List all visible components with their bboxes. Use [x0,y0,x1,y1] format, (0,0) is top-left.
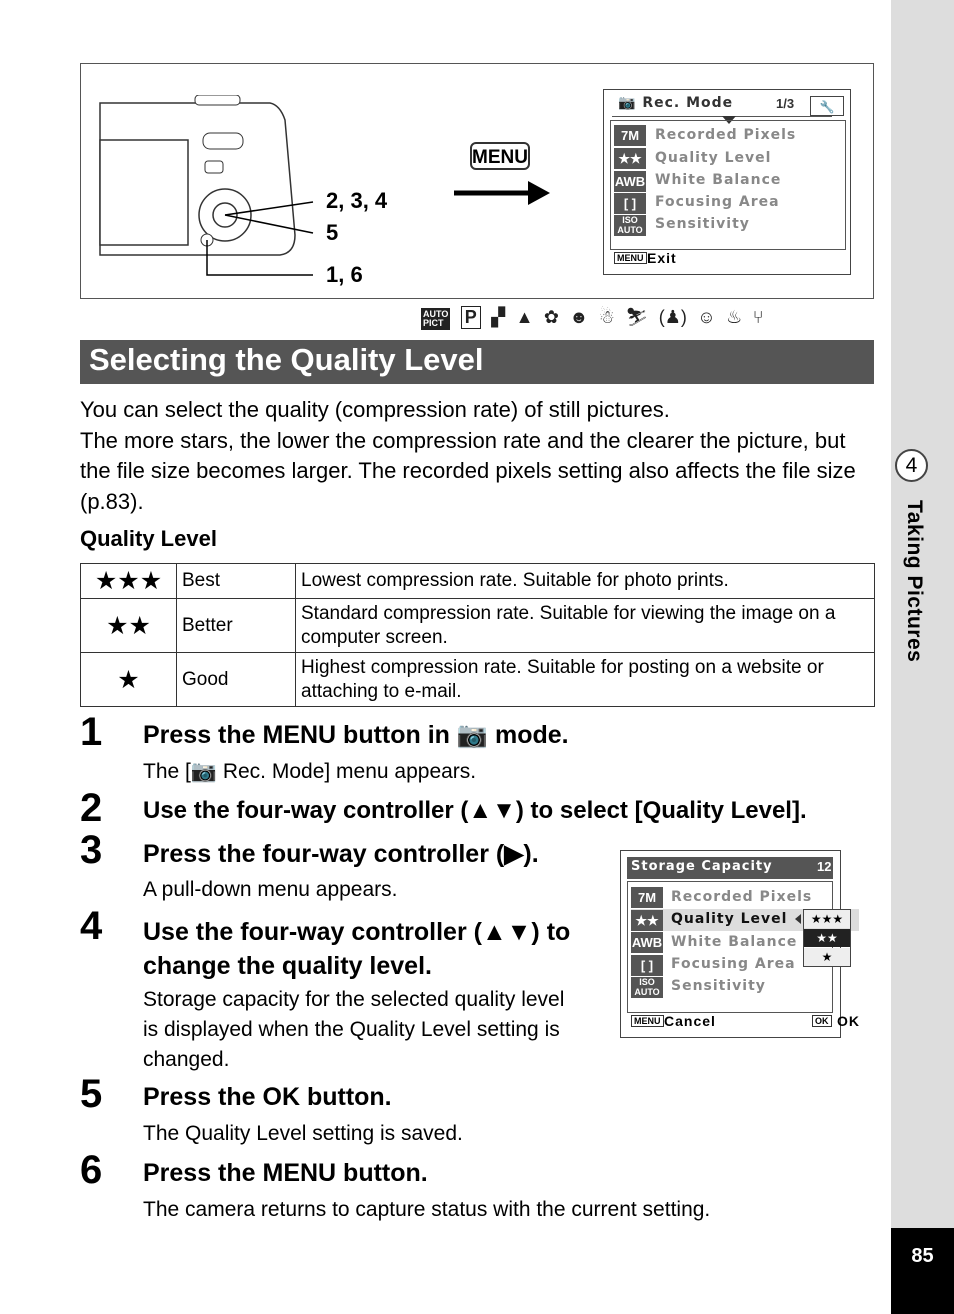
pulldown-option-best: ★★★ [804,910,850,928]
sensitivity-icon: ISO AUTO [614,215,646,236]
quality-desc-cell: Highest compression rate. Suitable for posting on a website or attaching to e-mail. [296,653,875,707]
page-indicator: 1/3 [776,96,795,111]
storage-capacity-screen [620,850,860,1038]
landscape-mode-icon: ▲ [515,307,534,327]
menu-item-sensitivity: Sensitivity [655,216,750,232]
intro-line-1: You can select the quality (compression rate) of still pictures. [80,397,670,422]
callout-16: 1, 6 [326,262,363,287]
quality-table [80,563,875,707]
sensitivity-icon: ISO AUTO [631,977,663,998]
mode-icons-row [421,306,770,332]
recorded-pixels-icon: 7M [614,125,646,146]
night-scene-mode-icon: ▞ [491,307,506,327]
menu-key-small-icon: MENU [631,1015,664,1027]
step-description: A pull-down menu appears. [143,878,398,901]
step-heading: Press the OK button. [143,1083,392,1111]
table-row [81,599,875,653]
quality-level-icon: ★★ [631,910,663,931]
pulldown-option-good: ★ [804,948,850,966]
step-number: 4 [80,904,103,948]
quality-name-cell: Good [177,653,296,707]
focusing-area-icon: [ ] [614,193,646,214]
sport-mode-icon: ⛷ [625,307,649,327]
menu-item-quality-level: Quality Level [655,150,772,166]
recorded-pixels-icon: 7M [631,887,663,908]
quality-name-cell: Best [177,564,296,599]
camera-icon: 📷 [618,95,643,111]
step-heading: Press the four-way controller (▶). [143,840,539,868]
cutlery-mode-icon: ⑂ [752,307,764,327]
menu-item-recorded-pixels: Recorded Pixels [671,889,813,905]
kids-mode-icon: (♟) [658,307,687,327]
flower-mode-icon: ✿ [543,307,559,327]
menu-item-focusing-area: Focusing Area [671,956,796,972]
step-number: 3 [80,828,103,872]
step-description: The Quality Level setting is saved. [143,1122,463,1145]
storage-capacity-title: Storage Capacity [631,859,773,874]
surf-snow-mode-icon: ☃ [598,307,615,327]
quality-level-heading: Quality Level [80,526,217,551]
rec-mode-title: Rec. Mode [642,95,734,111]
white-balance-icon: AWB [631,932,663,953]
menu-item-quality-level: Quality Level [671,911,788,927]
pulldown-option-better: ★★ [804,929,850,947]
step-number: 2 [80,786,103,830]
portrait-mode-icon: ☻ [569,307,589,327]
menu-item-white-balance: White Balance [671,934,798,950]
chapter-title: Taking Pictures [903,500,926,663]
food-mode-icon: ♨ [726,307,743,327]
auto-pict-mode-icon: AUTO PICT [423,308,449,328]
intro-line-2: The more stars, the lower the compression rate and the clearer the picture, but the file size becomes larger. The recorded pixels setting also affects the file size (p.83). [80,427,856,514]
menu-item-recorded-pixels: Recorded Pixels [655,127,797,143]
cancel-label: Cancel [664,1013,716,1029]
left-arrow-icon [795,914,801,924]
quality-level-icon: ★★ [614,148,646,169]
menu-item-sensitivity: Sensitivity [671,978,766,994]
intro-text [80,395,880,517]
program-mode-icon: P [461,306,481,329]
table-row [81,653,875,707]
quality-desc-cell: Standard compression rate. Suitable for viewing the image on a computer screen. [296,599,875,653]
callout-5: 5 [326,220,339,245]
step-number: 6 [80,1148,103,1192]
callout-234: 2, 3, 4 [326,188,388,213]
stars-cell: ★ [81,653,177,707]
step-heading: Press the MENU button in 📷 mode. [143,721,569,749]
step-heading: Press the MENU button. [143,1159,428,1187]
storage-count: 12 [817,859,832,874]
menu-key-icon: MENU [470,142,530,170]
exit-label: Exit [647,250,677,266]
rec-mode-screen [603,89,851,275]
chapter-number: 4 [895,449,928,482]
step-heading: Use the four-way controller (▲▼) to change the quality level. [143,918,571,980]
stars-cell: ★★★ [81,564,177,599]
pet-mode-icon: ☺ [697,307,716,327]
step-description: Storage capacity for the selected quality level is displayed when the Quality Level setting is changed. [143,988,565,1071]
setup-tab-icon: 🔧 [810,96,844,116]
right-arrow-icon [452,178,552,208]
quality-desc-cell: Lowest compression rate. Suitable for photo prints. [296,564,875,599]
step-number: 5 [80,1072,103,1116]
camera-illustration [95,95,325,285]
step-description: The [📷 Rec. Mode] menu appears. [143,760,477,783]
ok-label: OK [837,1013,860,1029]
page-number: 85 [891,1228,954,1314]
step-heading: Use the four-way controller (▲▼) to select [Quality Level]. [143,797,807,824]
step-number: 1 [80,710,103,754]
menu-key-small-icon: MENU [614,252,647,264]
menu-item-white-balance: White Balance [655,172,782,188]
table-row [81,564,875,599]
menu-item-focusing-area: Focusing Area [655,194,780,210]
stars-cell: ★★ [81,599,177,653]
focusing-area-icon: [ ] [631,955,663,976]
section-title: Selecting the Quality Level [80,340,874,384]
quality-name-cell: Better [177,599,296,653]
white-balance-icon: AWB [614,171,646,192]
step-description: The camera returns to capture status with the current setting. [143,1198,711,1221]
ok-key-small-icon: OK [812,1015,832,1027]
